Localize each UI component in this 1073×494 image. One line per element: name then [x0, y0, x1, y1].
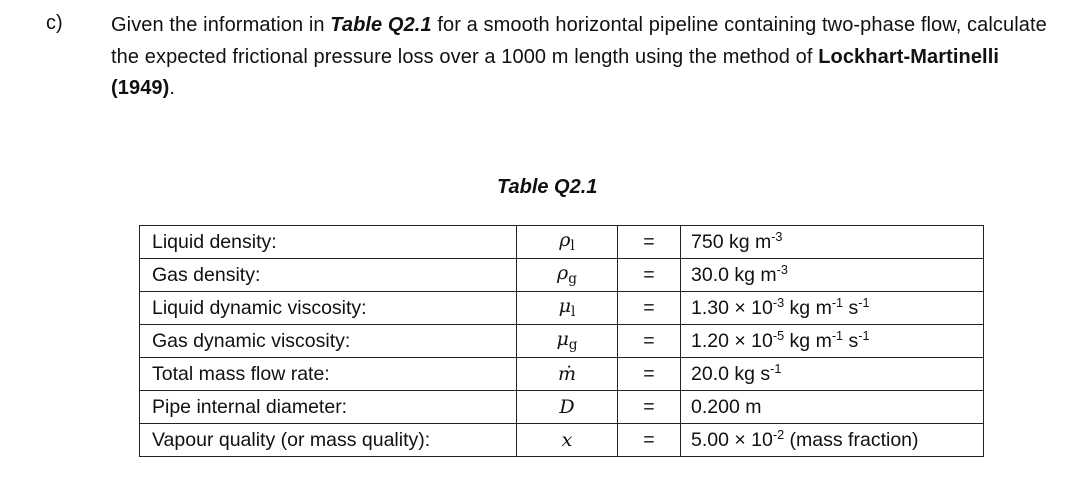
property-name: Vapour quality (or mass quality):: [140, 424, 517, 457]
property-value: 30.0 kg $m^{-3}$: [681, 259, 984, 292]
table-row: [140, 391, 984, 424]
property-value: 750 kg $m^{-3}$: [681, 226, 984, 259]
equals-sign: =: [618, 259, 681, 292]
property-value: 20.0 kg $s^{-1}$: [681, 358, 984, 391]
question-text: [111, 10, 1061, 105]
method-name: Lockhart-Martinelli (1949): [111, 45, 1000, 99]
table-row: [140, 259, 984, 292]
property-symbol: $\mu_g$: [517, 325, 618, 358]
property-symbol: D: [517, 391, 618, 424]
equals-sign: =: [618, 358, 681, 391]
property-name: Gas density:: [140, 259, 517, 292]
property-value: $1.20 \times 10^{-5}$ kg $m^{-1}$ $s^{-1}$: [681, 325, 984, 358]
table-row: [140, 358, 984, 391]
property-name: Liquid density:: [140, 226, 517, 259]
property-symbol: $\mu_l$: [517, 292, 618, 325]
table-row: [140, 424, 984, 457]
table-row: [140, 292, 984, 325]
question-text-part-3: .: [169, 77, 176, 99]
property-name: Total mass flow rate:: [140, 358, 517, 391]
equals-sign: =: [618, 292, 681, 325]
equals-sign: =: [618, 226, 681, 259]
table-row: [140, 325, 984, 358]
property-value: $1.30 \times 10^{-3}$ kg $m^{-1}$ $s^{-1}$: [681, 292, 984, 325]
question-text-part-1: Given the information in: [111, 14, 331, 36]
properties-table: [139, 225, 984, 457]
equals-sign: =: [618, 391, 681, 424]
property-symbol: $\rho_l$: [517, 226, 618, 259]
table-reference: Table Q2.1: [330, 14, 432, 36]
question-label: c): [46, 12, 63, 34]
property-name: Liquid dynamic viscosity:: [140, 292, 517, 325]
question-text-part-2: for a smooth horizontal pipeline containing two-phase flow, calculate the expected frictional pressure loss over a 1000 m length using the method of: [111, 14, 1047, 68]
equals-sign: =: [618, 325, 681, 358]
property-symbol: $\rho_g$: [517, 259, 618, 292]
equals-sign: =: [618, 424, 681, 457]
property-name: Pipe internal diameter:: [140, 391, 517, 424]
table-row: [140, 226, 984, 259]
property-name: Gas dynamic viscosity:: [140, 325, 517, 358]
property-value: 0.200 m: [681, 391, 984, 424]
property-value: $5.00 \times 10^{-2}$ (mass fraction): [681, 424, 984, 457]
property-symbol: ṁ: [517, 358, 618, 391]
property-symbol: x: [517, 424, 618, 457]
table-caption: Table Q2.1: [497, 176, 598, 198]
